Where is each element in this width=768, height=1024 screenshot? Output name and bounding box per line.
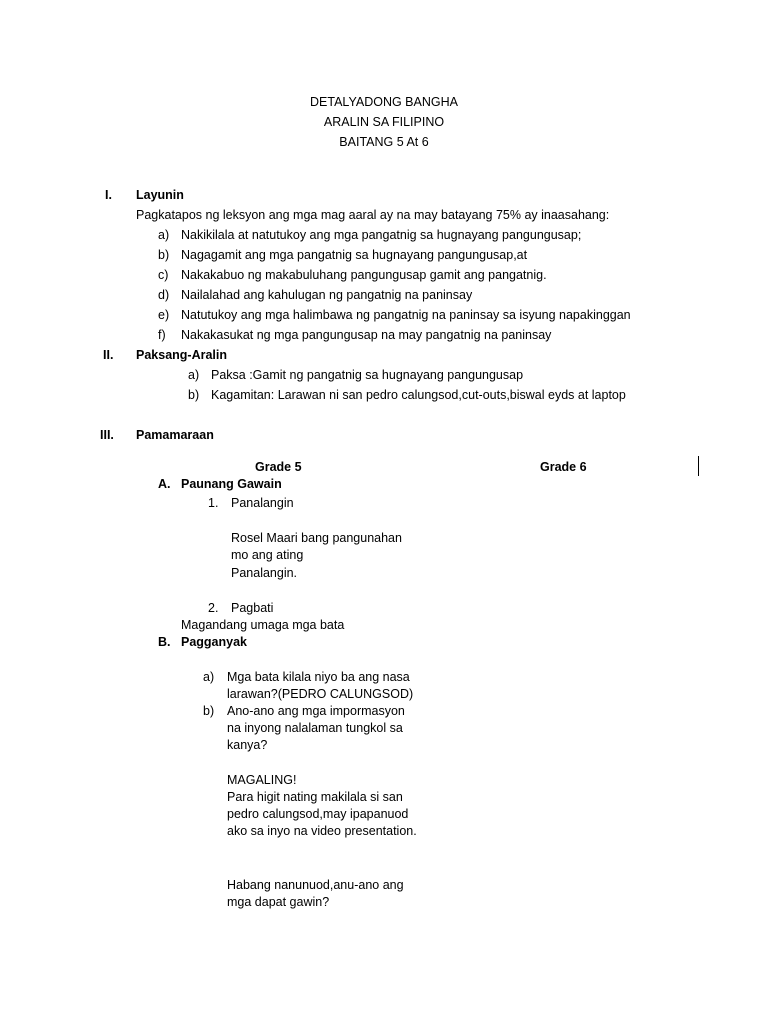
column-header-grade-6: Grade 6 bbox=[540, 460, 587, 474]
question-a-label: a) bbox=[203, 670, 215, 684]
objective-label: e) bbox=[158, 308, 170, 322]
step-2-label: 2. bbox=[208, 601, 219, 615]
step-1-label: 1. bbox=[208, 496, 219, 510]
objective-text: Nakakasukat ng mga pangungusap na may pangatnig na paninsay bbox=[181, 328, 552, 342]
objective-label: c) bbox=[158, 268, 169, 282]
section-1-numeral: I. bbox=[105, 188, 112, 202]
prayer-line: mo ang ating bbox=[231, 548, 304, 562]
question-a-line: Mga bata kilala niyo ba ang nasa bbox=[227, 670, 410, 684]
question-b-label: b) bbox=[203, 704, 215, 718]
objective-text: Nakakabuo ng makabuluhang pangungusap gamit ang pangatnig. bbox=[181, 268, 547, 282]
question-b-line: kanya? bbox=[227, 738, 268, 752]
objective-text: Natutukoy ang mga halimbawa ng pangatnig na paninsay sa isyung napakinggan bbox=[181, 308, 631, 322]
objective-text: Nagagamit ang mga pangatnig sa hugnayang pangungusap,at bbox=[181, 248, 528, 262]
section-3-title: Pamamaraan bbox=[136, 428, 214, 442]
section-2-title: Paksang-Aralin bbox=[136, 348, 228, 362]
step-1-title: Panalangin bbox=[231, 496, 294, 510]
praise-line: ako sa inyo na video presentation. bbox=[227, 824, 417, 838]
section-3-numeral: III. bbox=[100, 428, 114, 442]
topic-text: Paksa :Gamit ng pangatnig sa hugnayang pangungusap bbox=[211, 368, 524, 382]
doc-grade-level: BAITANG 5 At 6 bbox=[339, 135, 429, 149]
instruction-line: mga dapat gawin? bbox=[227, 895, 330, 909]
objective-label: d) bbox=[158, 288, 170, 302]
section-1-title: Layunin bbox=[136, 188, 184, 202]
question-b-line: Ano-ano ang mga impormasyon bbox=[227, 704, 405, 718]
question-b-line: na inyong nalalaman tungkol sa bbox=[227, 721, 403, 735]
praise-line: MAGALING! bbox=[227, 773, 297, 787]
part-b-label: B. bbox=[158, 635, 171, 649]
question-a-line: larawan?(PEDRO CALUNGSOD) bbox=[227, 687, 414, 701]
part-a-label: A. bbox=[158, 477, 171, 491]
section-2-numeral: II. bbox=[103, 348, 114, 362]
instruction-line: Habang nanunuod,anu-ano ang bbox=[227, 878, 404, 892]
objective-text: Nailalahad ang kahulugan ng pangatnig na paninsay bbox=[181, 288, 473, 302]
section-1-intro: Pagkatapos ng leksyon ang mga mag aaral ay na may batayang 75% ay inaasahang: bbox=[136, 208, 610, 222]
materials-label: b) bbox=[188, 388, 200, 402]
prayer-line: Rosel Maari bang pangunahan bbox=[231, 531, 402, 545]
objective-label: f) bbox=[158, 328, 166, 342]
prayer-line: Panalangin. bbox=[231, 566, 298, 580]
objective-label: a) bbox=[158, 228, 170, 242]
part-a-title: Paunang Gawain bbox=[181, 477, 282, 491]
materials-text: Kagamitan: Larawan ni san pedro calungsod,cut-outs,biswal eyds at laptop bbox=[211, 388, 626, 402]
greeting-text: Magandang umaga mga bata bbox=[181, 618, 345, 632]
doc-title: DETALYADONG BANGHA bbox=[310, 95, 458, 109]
objective-label: b) bbox=[158, 248, 170, 262]
objective-text: Nakikilala at natutukoy ang mga pangatnig sa hugnayang pangungusap; bbox=[181, 228, 582, 242]
column-header-grade-5: Grade 5 bbox=[255, 460, 302, 474]
step-2-title: Pagbati bbox=[231, 601, 274, 615]
part-b-title: Pagganyak bbox=[181, 635, 248, 649]
topic-label: a) bbox=[188, 368, 200, 382]
praise-line: pedro calungsod,may ipapanuod bbox=[227, 807, 409, 821]
text-cursor bbox=[698, 456, 699, 476]
praise-line: Para higit nating makilala si san bbox=[227, 790, 403, 804]
doc-subtitle: ARALIN SA FILIPINO bbox=[323, 115, 445, 129]
